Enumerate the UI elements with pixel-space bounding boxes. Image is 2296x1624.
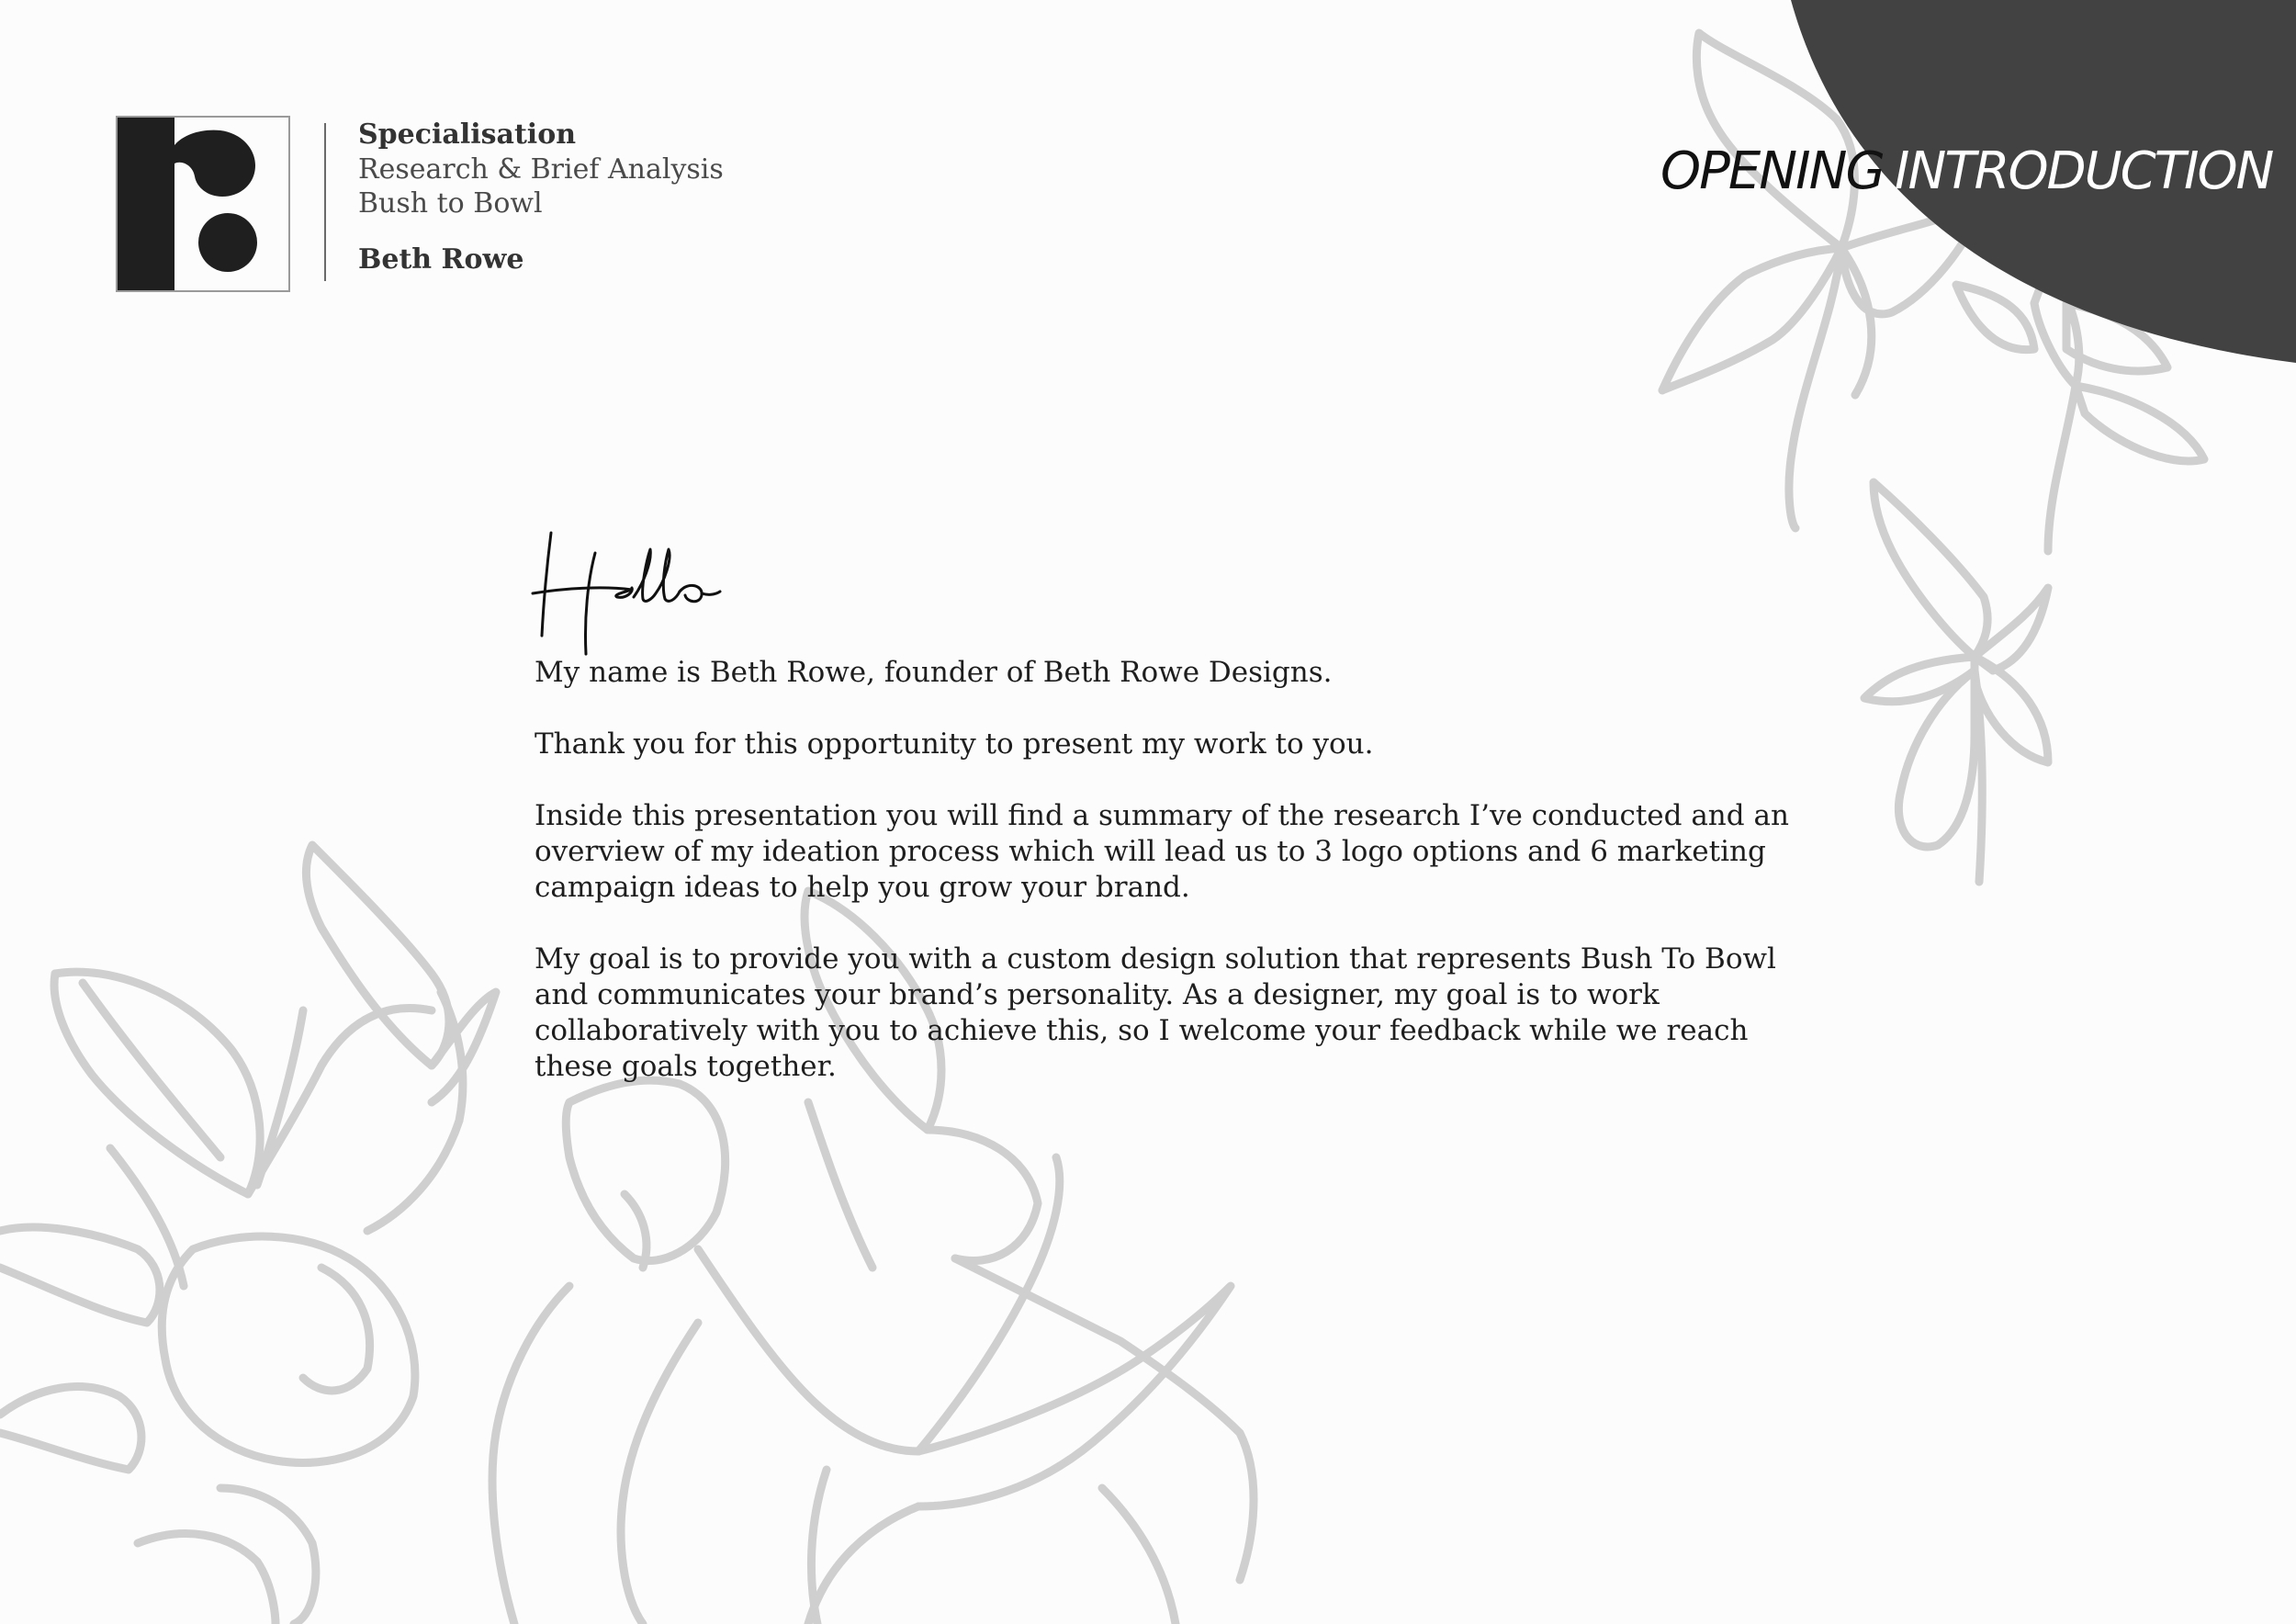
paragraph-thanks: Thank you for this opportunity to present my work to you. <box>535 727 1374 761</box>
header-info <box>358 118 724 277</box>
paragraph-intro: My name is Beth Rowe, founder of Beth Rowe Designs. <box>535 656 1333 689</box>
header-author: Beth Rowe <box>358 243 524 276</box>
header-divider <box>324 123 326 281</box>
r-letter-logo-icon <box>116 116 290 292</box>
hello-signature-script <box>531 525 724 663</box>
section-title <box>1660 140 2272 204</box>
section-title-word-1: OPENING <box>1660 141 1884 201</box>
header-heading: Specialisation <box>358 118 577 151</box>
header-line-client: Bush to Bowl <box>358 187 543 220</box>
paragraph-summary: Inside this presentation you will find a summary of the research I’ve conducted and an overview of my ideation process which will lead us to 3 logo options and 6 marketing campaign ideas to help you grow your brand. <box>535 799 1789 904</box>
introduction-body <box>535 655 1811 1121</box>
section-title-word-2: INTRODUCTION <box>1894 141 2273 201</box>
header-line-topic: Research & Brief Analysis <box>358 153 724 186</box>
paragraph-goal: My goal is to provide you with a custom design solution that represents Bush To Bowl and communicates your brand’s personality. As a designer, my goal is to work collaboratively with you to achieve this, so I welcome your feedback while we reach these goals together. <box>535 942 1776 1083</box>
